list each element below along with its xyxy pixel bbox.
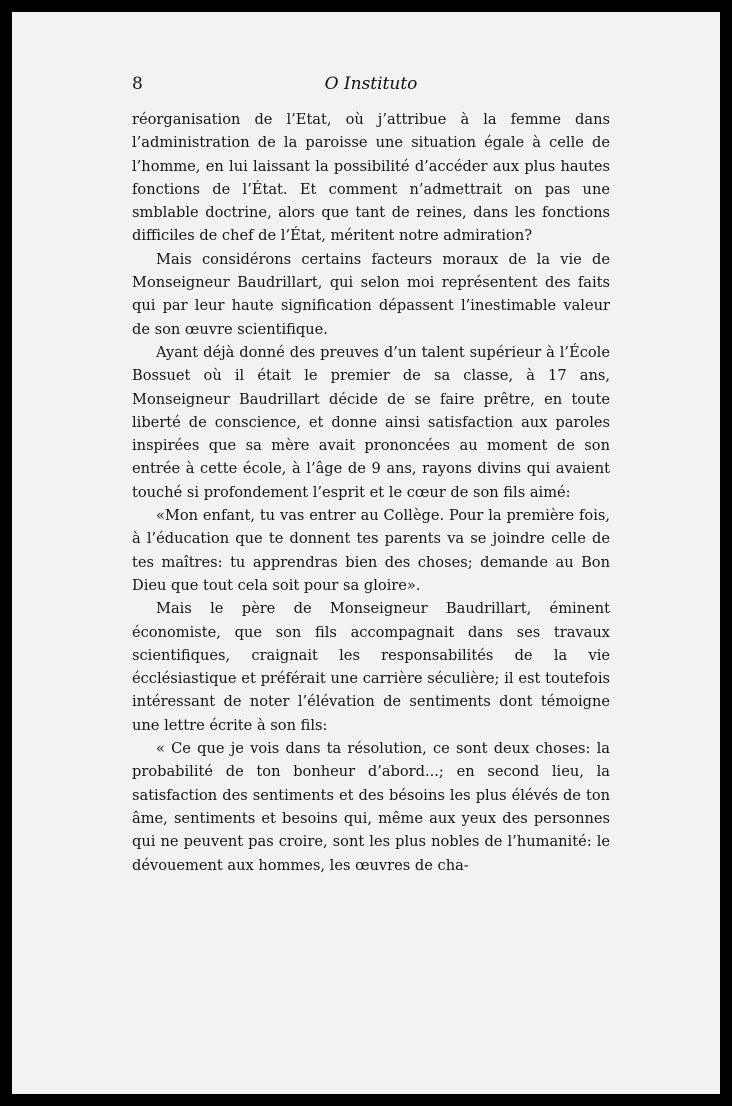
paragraph: Mais le père de Monseigneur Baudrillart, éminent économiste, que son fils accompagnait dans ses travaux scientifiques, craignait les responsabilités de la vie écclésiastique et préférait une carrière séculière; il est toutefois intéressant de noter l’élévation de sentiments dont témoigne une lettre écrite à son fils:: [132, 600, 610, 734]
paragraph: Ayant déjà donné des preuves d’un talent supérieur à l’École Bossuet où il était le premier de sa classe, à 17 ans, Monseigneur Baudrillart décide de se faire prêtre, en toute liberté de conscience, et donne ainsi satisfaction aux paroles inspirées que sa mère avait prononcées au moment de son entrée à cette école, à l’âge de 9 ans, rayons divins qui avaient touché si profondement l’esprit et le cœur de son fils aimé:: [132, 343, 610, 501]
quotation-paragraph: « Ce que je vois dans ta résolution, ce sont deux choses: la probabilité de ton bonheur d’abord...; en second lieu, la satisfaction des sentiments et des bésoins les plus élévés de ton âme, sentiments et besoins qui, même aux yeux des personnes qui ne peuvent pas croire, sont les plus nobles de l’humanité: le dévouement aux hommes, les œuvres de cha-: [132, 740, 610, 874]
quotation-paragraph: «Mon enfant, tu vas entrer au Collège. Pour la première fois, à l’éducation que te donnent tes parents va se joindre celle de tes maîtres: tu apprendras bien des choses; demande au Bon Dieu que tout cela soit pour sa gloire».: [132, 507, 610, 594]
paragraph: Mais considérons certains facteurs moraux de la vie de Monseigneur Baudrillart, qui selon moi représentent des faits qui par leur haute signification dépassent l’inestimable valeur de son œuvre scientifique.: [132, 250, 610, 338]
document-page: [12, 12, 720, 1094]
page-number: 8: [132, 74, 143, 94]
paragraph: réorganisation de l’Etat, où j’attribue à la femme dans l’administration de la paroisse une situation égale à celle de l’homme, en lui laissant la possibilité d’accéder aux plus hautes fonctions de l’État. Et comment n’admettrait on pas une smblable doctrine, alors que tant de reines, dans les fonctions difficiles de chef de l’État, méritent notre admiration?: [132, 111, 610, 245]
page-header: [132, 74, 610, 100]
running-title: O Instituto: [324, 74, 418, 94]
body-text: [132, 108, 610, 877]
